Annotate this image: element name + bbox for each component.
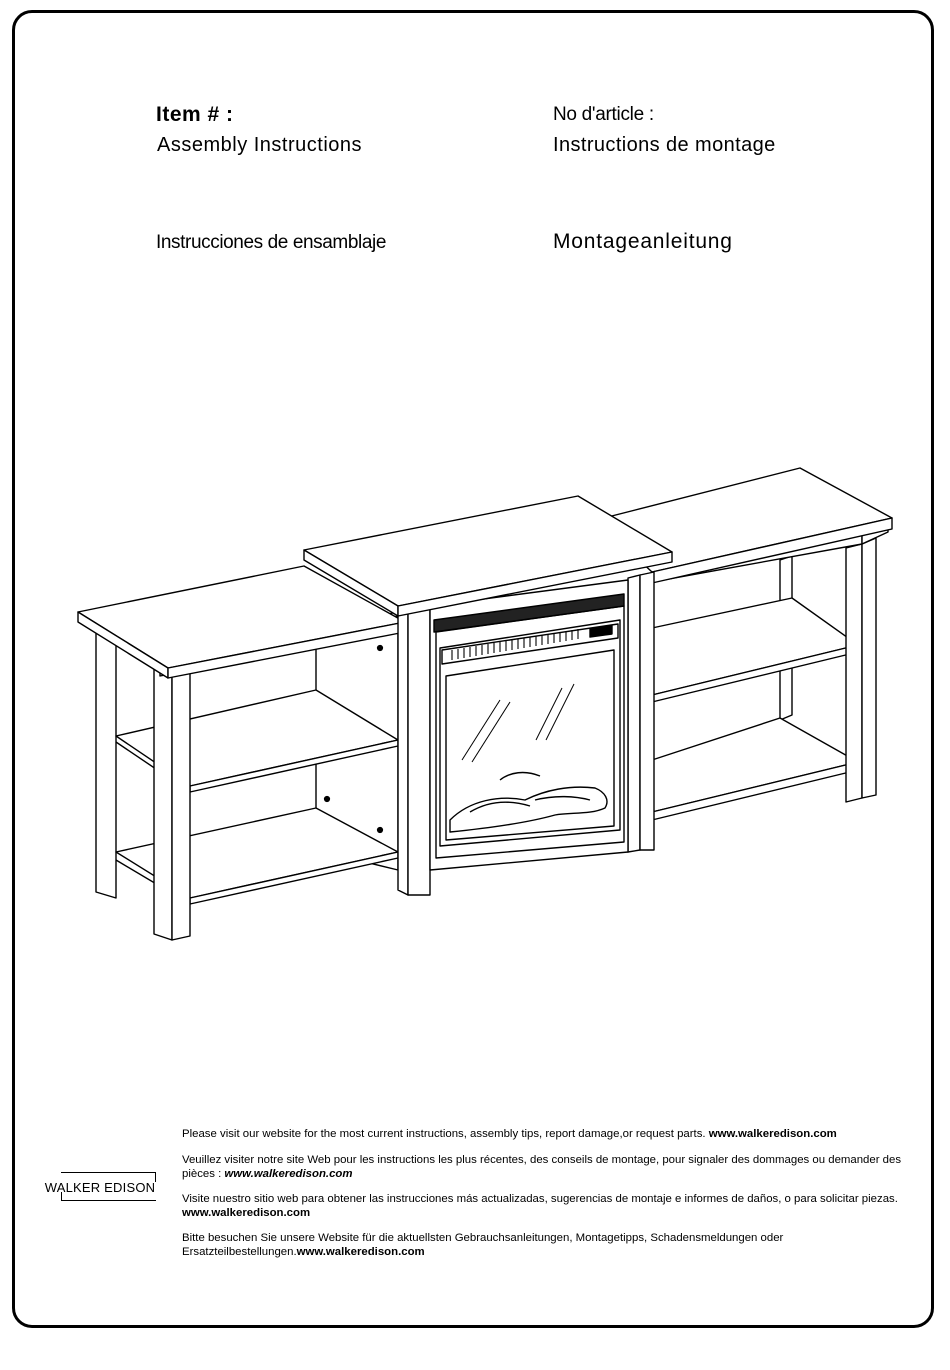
footer-en-url[interactable]: www.walkeredison.com (708, 1128, 837, 1140)
logo-text: WALKER EDISON (44, 1180, 156, 1195)
footer-german (182, 1231, 910, 1259)
left-cabinet (78, 566, 405, 940)
title-de: Montageanleitung (553, 230, 733, 253)
logo-frame-bottom (61, 1192, 156, 1201)
footer-spanish (182, 1192, 910, 1220)
title-es: Instrucciones de ensamblaje (156, 232, 387, 253)
product-illustration (0, 440, 950, 960)
item-number-label-fr: No d'article : (553, 104, 654, 125)
footer-fr-url[interactable]: www.walkeredison.com (224, 1168, 353, 1180)
footer-english (182, 1127, 910, 1141)
footer-en-text: Please visit our website for the most current instructions, assembly tips, report damage,or request parts. (182, 1128, 709, 1140)
title-en: Assembly Instructions (157, 134, 363, 156)
footer-french (182, 1153, 910, 1181)
item-number-label-en: Item # : (156, 103, 234, 126)
footer-es-text: Visite nuestro sitio web para obtener las instrucciones más actualizadas, sugerencias de montaje e informes de daños, o para solicitar piezas. (182, 1193, 898, 1205)
footer-fr-text: Veuillez visiter notre site Web pour les instructions les plus récentes, des conseils de montage, pour signaler des dommages ou demander des pièces : (182, 1154, 902, 1180)
title-fr: Instructions de montage (553, 134, 776, 156)
footer-es-url[interactable]: www.walkeredison.com (182, 1207, 311, 1219)
walker-edison-logo (40, 1172, 160, 1206)
footer-de-url[interactable]: www.walkeredison.com (296, 1246, 425, 1258)
footer-de-text: Bitte besuchen Sie unsere Website für die aktuellsten Gebrauchsanleitungen, Montagetipps, Schadensmeldungen oder Ersatzteilbestellungen. (182, 1232, 784, 1258)
